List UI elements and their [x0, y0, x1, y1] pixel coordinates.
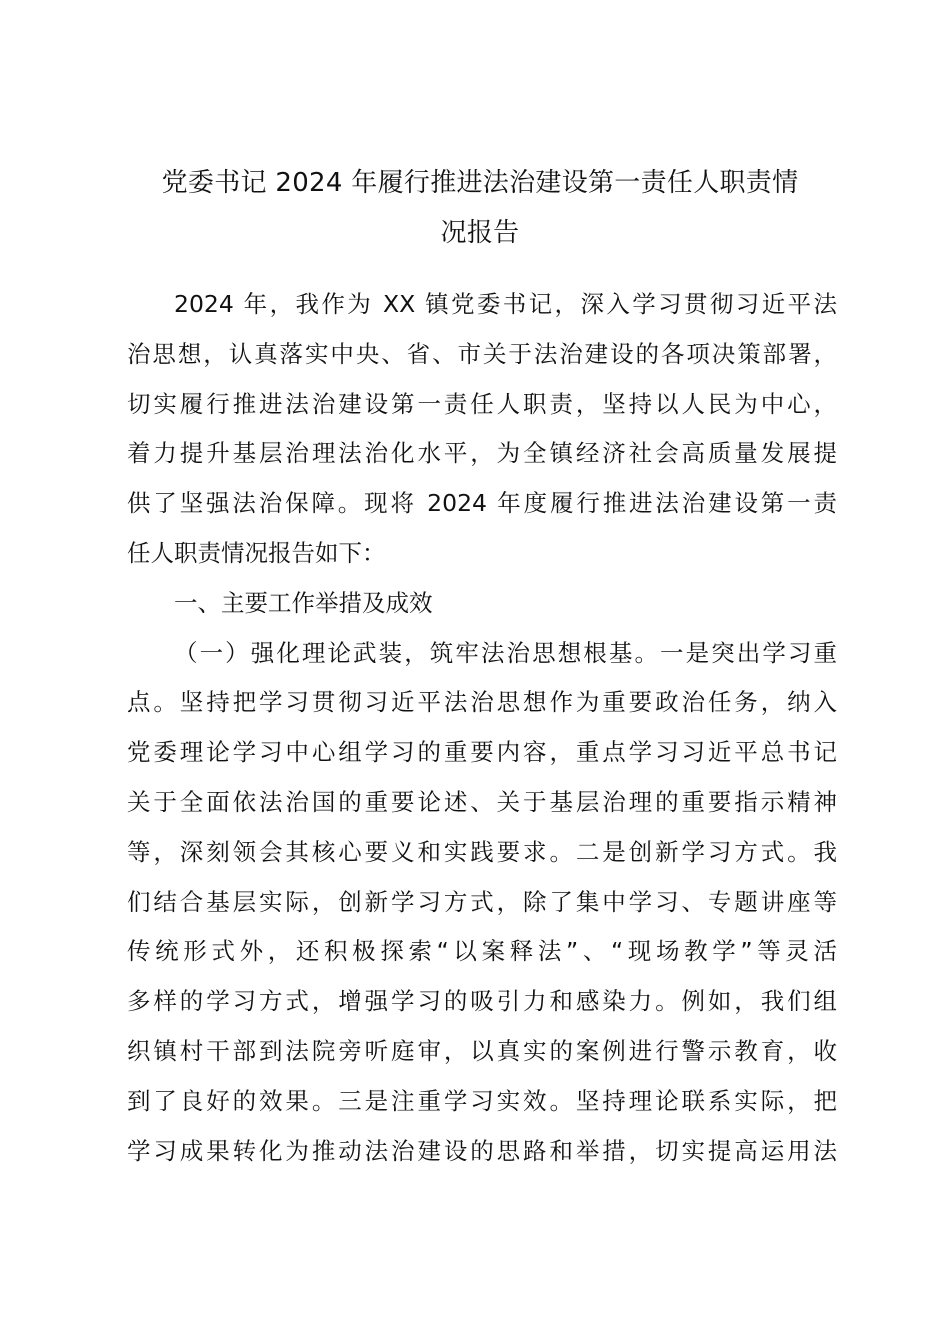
paragraph-line: 着力提升基层治理法治化水平，为全镇经济社会高质量发展提 [127, 439, 837, 468]
paragraph-line: 们结合基层实际，创新学习方式，除了集中学习、专题讲座等 [127, 887, 837, 916]
paragraph-line: （一）强化理论武装，筑牢法治思想根基。一是突出学习重 [174, 638, 837, 667]
paragraph-line: 关于全面依法治国的重要论述、关于基层治理的重要指示精神 [127, 787, 837, 816]
paragraph-line: 多样的学习方式，增强学习的吸引力和感染力。例如，我们组 [127, 987, 837, 1016]
paragraph-line: 到了良好的效果。三是注重学习实效。坚持理论联系实际，把 [127, 1086, 837, 1115]
document-body [127, 280, 837, 1176]
title-line-1: 党委书记 2024 年履行推进法治建设第一责任人职责情 [161, 168, 799, 198]
paragraph-line: 任人职责情况报告如下： [127, 538, 386, 567]
paragraph-line: 点。坚持把学习贯彻习近平法治思想作为重要政治任务，纳入 [127, 688, 837, 717]
paragraph-line: 供了坚强法治保障。现将 2024 年度履行推进法治建设第一责 [127, 489, 837, 518]
document-title [120, 158, 840, 258]
paragraph-line: 党委理论学习中心组学习的重要内容，重点学习习近平总书记 [127, 738, 837, 767]
title-line-2: 况报告 [440, 218, 520, 248]
paragraph-line: 等，深刻领会其核心要义和实践要求。二是创新学习方式。我 [127, 837, 837, 866]
paragraph-line: 织镇村干部到法院旁听庭审，以真实的案例进行警示教育，收 [127, 1036, 837, 1065]
section-heading: 一、主要工作举措及成效 [174, 588, 433, 617]
paragraph-line: 学习成果转化为推动法治建设的思路和举措，切实提高运用法 [127, 1136, 837, 1165]
paragraph-line: 切实履行推进法治建设第一责任人职责，坚持以人民为中心， [127, 389, 837, 418]
paragraph-line: 治思想，认真落实中央、省、市关于法治建设的各项决策部署， [127, 339, 837, 368]
paragraph-line: 2024 年，我作为 XX 镇党委书记，深入学习贯彻习近平法 [174, 290, 837, 318]
paragraph-line: 传统形式外，还积极探索“以案释法”、“现场教学”等灵活 [127, 937, 837, 966]
